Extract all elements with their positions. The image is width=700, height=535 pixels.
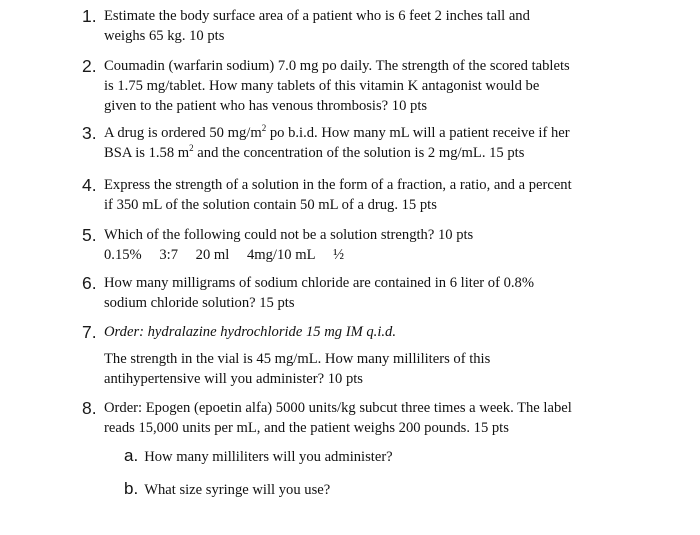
text-part: po b.i.d. How many mL will a patient receive if her <box>266 125 570 141</box>
subquestion-letter: a. <box>124 446 139 465</box>
subquestion-text: What size syringe will you use? <box>144 482 331 498</box>
question-number: 5. <box>82 225 97 245</box>
answer-options <box>104 245 664 265</box>
question-text: weighs 65 kg. 10 pts <box>104 28 225 44</box>
subquestion-letter: b. <box>124 479 139 498</box>
question-number: 8. <box>82 398 97 418</box>
subquestion-a <box>124 446 393 467</box>
text-part: A drug is ordered 50 mg/m <box>104 125 262 141</box>
question-text: Order: Epogen (epoetin alfa) 5000 units/kg subcut three times a week. The label <box>104 400 572 416</box>
question-text <box>104 143 664 163</box>
question-text: given to the patient who has venous thrombosis? 10 pts <box>104 98 428 114</box>
question-number: 4. <box>82 175 97 195</box>
question-number: 2. <box>82 56 97 76</box>
question-text: if 350 mL of the solution contain 50 mL of a drug. 15 pts <box>104 197 437 213</box>
option: ½ <box>333 247 345 263</box>
subquestion-text: How many milliliters will you administer? <box>144 449 393 465</box>
question-text: Estimate the body surface area of a patient who is 6 feet 2 inches tall and <box>104 8 530 24</box>
question-number: 6. <box>82 273 97 293</box>
superscript: 2 <box>261 123 267 133</box>
question-text: How many milligrams of sodium chloride are contained in 6 liter of 0.8% <box>104 275 535 291</box>
question-number: 1. <box>82 6 97 26</box>
question-number: 3. <box>82 123 97 143</box>
subquestion-b <box>124 479 330 500</box>
question-number: 7. <box>82 322 97 342</box>
order-text: Order: hydralazine hydrochloride 15 mg IM q.i.d. <box>104 324 396 340</box>
question-text: is 1.75 mg/tablet. How many tablets of this vitamin K antagonist would be <box>104 78 540 94</box>
option: 3:7 <box>159 247 179 263</box>
question-text: sodium chloride solution? 15 pts <box>104 295 295 311</box>
text-part: and the concentration of the solution is 2 mg/mL. 15 pts <box>193 145 525 161</box>
question-text: Coumadin (warfarin sodium) 7.0 mg po daily. The strength of the scored tablets <box>104 58 570 74</box>
question-text: Which of the following could not be a solution strength? 10 pts <box>104 227 474 243</box>
text-part: BSA is 1.58 m <box>104 145 190 161</box>
question-text: The strength in the vial is 45 mg/mL. How many milliliters of this <box>104 351 491 367</box>
option: 0.15% <box>104 247 142 263</box>
question-text: reads 15,000 units per mL, and the patient weighs 200 pounds. 15 pts <box>104 420 509 436</box>
question-text: Express the strength of a solution in the form of a fraction, a ratio, and a percent <box>104 177 572 193</box>
option: 20 ml <box>195 247 230 263</box>
option: 4mg/10 mL <box>246 247 316 263</box>
question-text: antihypertensive will you administer? 10 pts <box>104 371 363 387</box>
superscript: 2 <box>189 143 194 153</box>
question-text <box>104 123 664 143</box>
